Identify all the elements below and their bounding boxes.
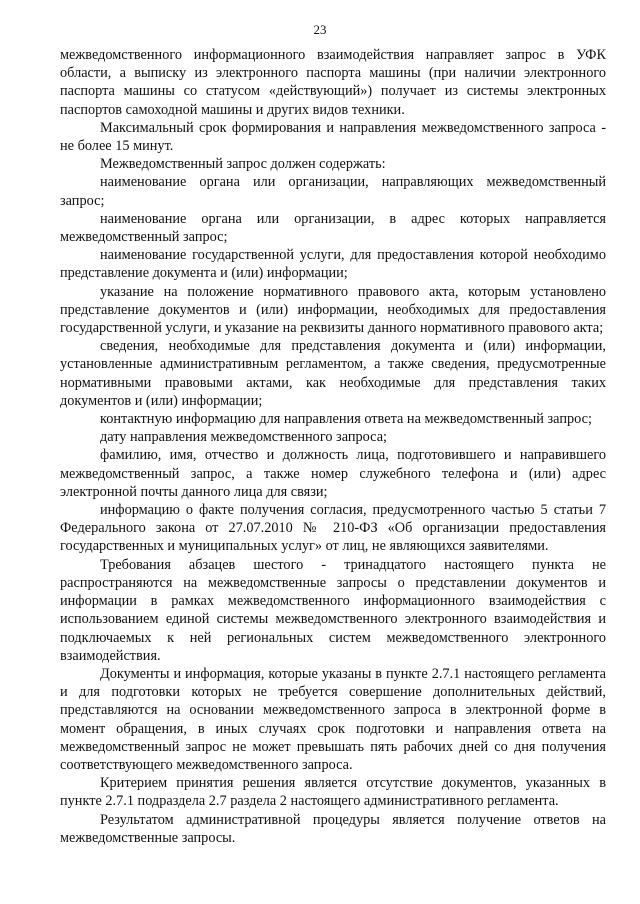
list-item-required-info: сведения, необходимые для представления документа и (или) информации, установленные административным регламентом, а также сведения, предусмотренные нормативными правовыми актами, как необходимые для представления таких документов и (или) информации; [60,338,606,409]
list-item-sender-name: наименование органа или организации, направляющих межведомственный запрос; [60,174,606,209]
list-item-service-name: наименование государственной услуги, для предоставления которой необходимо представление документа и (или) информации; [60,247,606,282]
paragraph-request-contents: Межведомственный запрос должен содержать: [100,156,386,173]
paragraph-continuation: межведомственного информационного взаимодействия направляет запрос в УФК области, а выписку из электронного паспорта машины (при наличии электронного паспорта машины со статусом «действующий») получает из системы электронных паспортов самоходной машины и других видов техники. [60,47,606,118]
list-item-responsible-person: фамилию, имя, отчество и должность лица, подготовившего и направившего межведомственный запрос, а также номер служебного телефона и (или) адрес электронной почты данного лица для связи; [60,447,606,500]
list-item-contact-info: контактную информацию для направления ответа на межведомственный запрос; [100,411,592,428]
list-item-consent-info: информацию о факте получения согласия, предусмотренного частью 5 статьи 7 Федерального закона от 27.07.2010 № 210-ФЗ «Об организации предоставления государственных и муниципальных услуг» от лиц, не являющихся заявителями. [60,502,606,555]
paragraph-requirements-exception: Требования абзацев шестого - тринадцатого настоящего пункта не распространяются на межведомственные запросы о представлении документов и информации в рамках межведомственного информационного взаимодействия с использованием единой системы межведомственного электронного взаимодействия и подключаемых к ней региональных систем межведомственного электронного взаимодействия. [60,556,606,664]
list-item-legal-act: указание на положение нормативного правового акта, которым установлено представление документов и (или) информации, необходимых для предоставления государственной услуги, и указание на реквизиты данного нормативного правового акта; [60,283,606,337]
document-body [60,46,606,847]
list-item-recipient-name: наименование органа или организации, в адрес которых направляется межведомственный запрос; [60,210,606,246]
paragraph-procedure-result: Результатом административной процедуры является получение ответов на межведомственные запросы. [60,811,606,846]
list-item-request-date: дату направления межведомственного запроса; [100,429,388,446]
paragraph-max-time: Максимальный срок формирования и направления межведомственного запроса - не более 15 минут. [60,119,606,155]
page-number: 23 [313,22,327,37]
paragraph-response-deadline: Документы и информация, которые указаны в пункте 2.7.1 настоящего регламента и для подготовки которых не требуется совершение дополнительных действий, представляются на основании межведомственного запроса в электронной форме в момент обращения, в иных случаях срок подготовки и направления ответа на межведомственный запрос не может превышать пять рабочих дней со дня получения соответствующего межведомственного запроса. [60,665,606,773]
paragraph-decision-criterion: Критерием принятия решения является отсутствие документов, указанных в пункте 2.7.1 подраздела 2.7 раздела 2 настоящего административного регламента. [60,775,606,810]
